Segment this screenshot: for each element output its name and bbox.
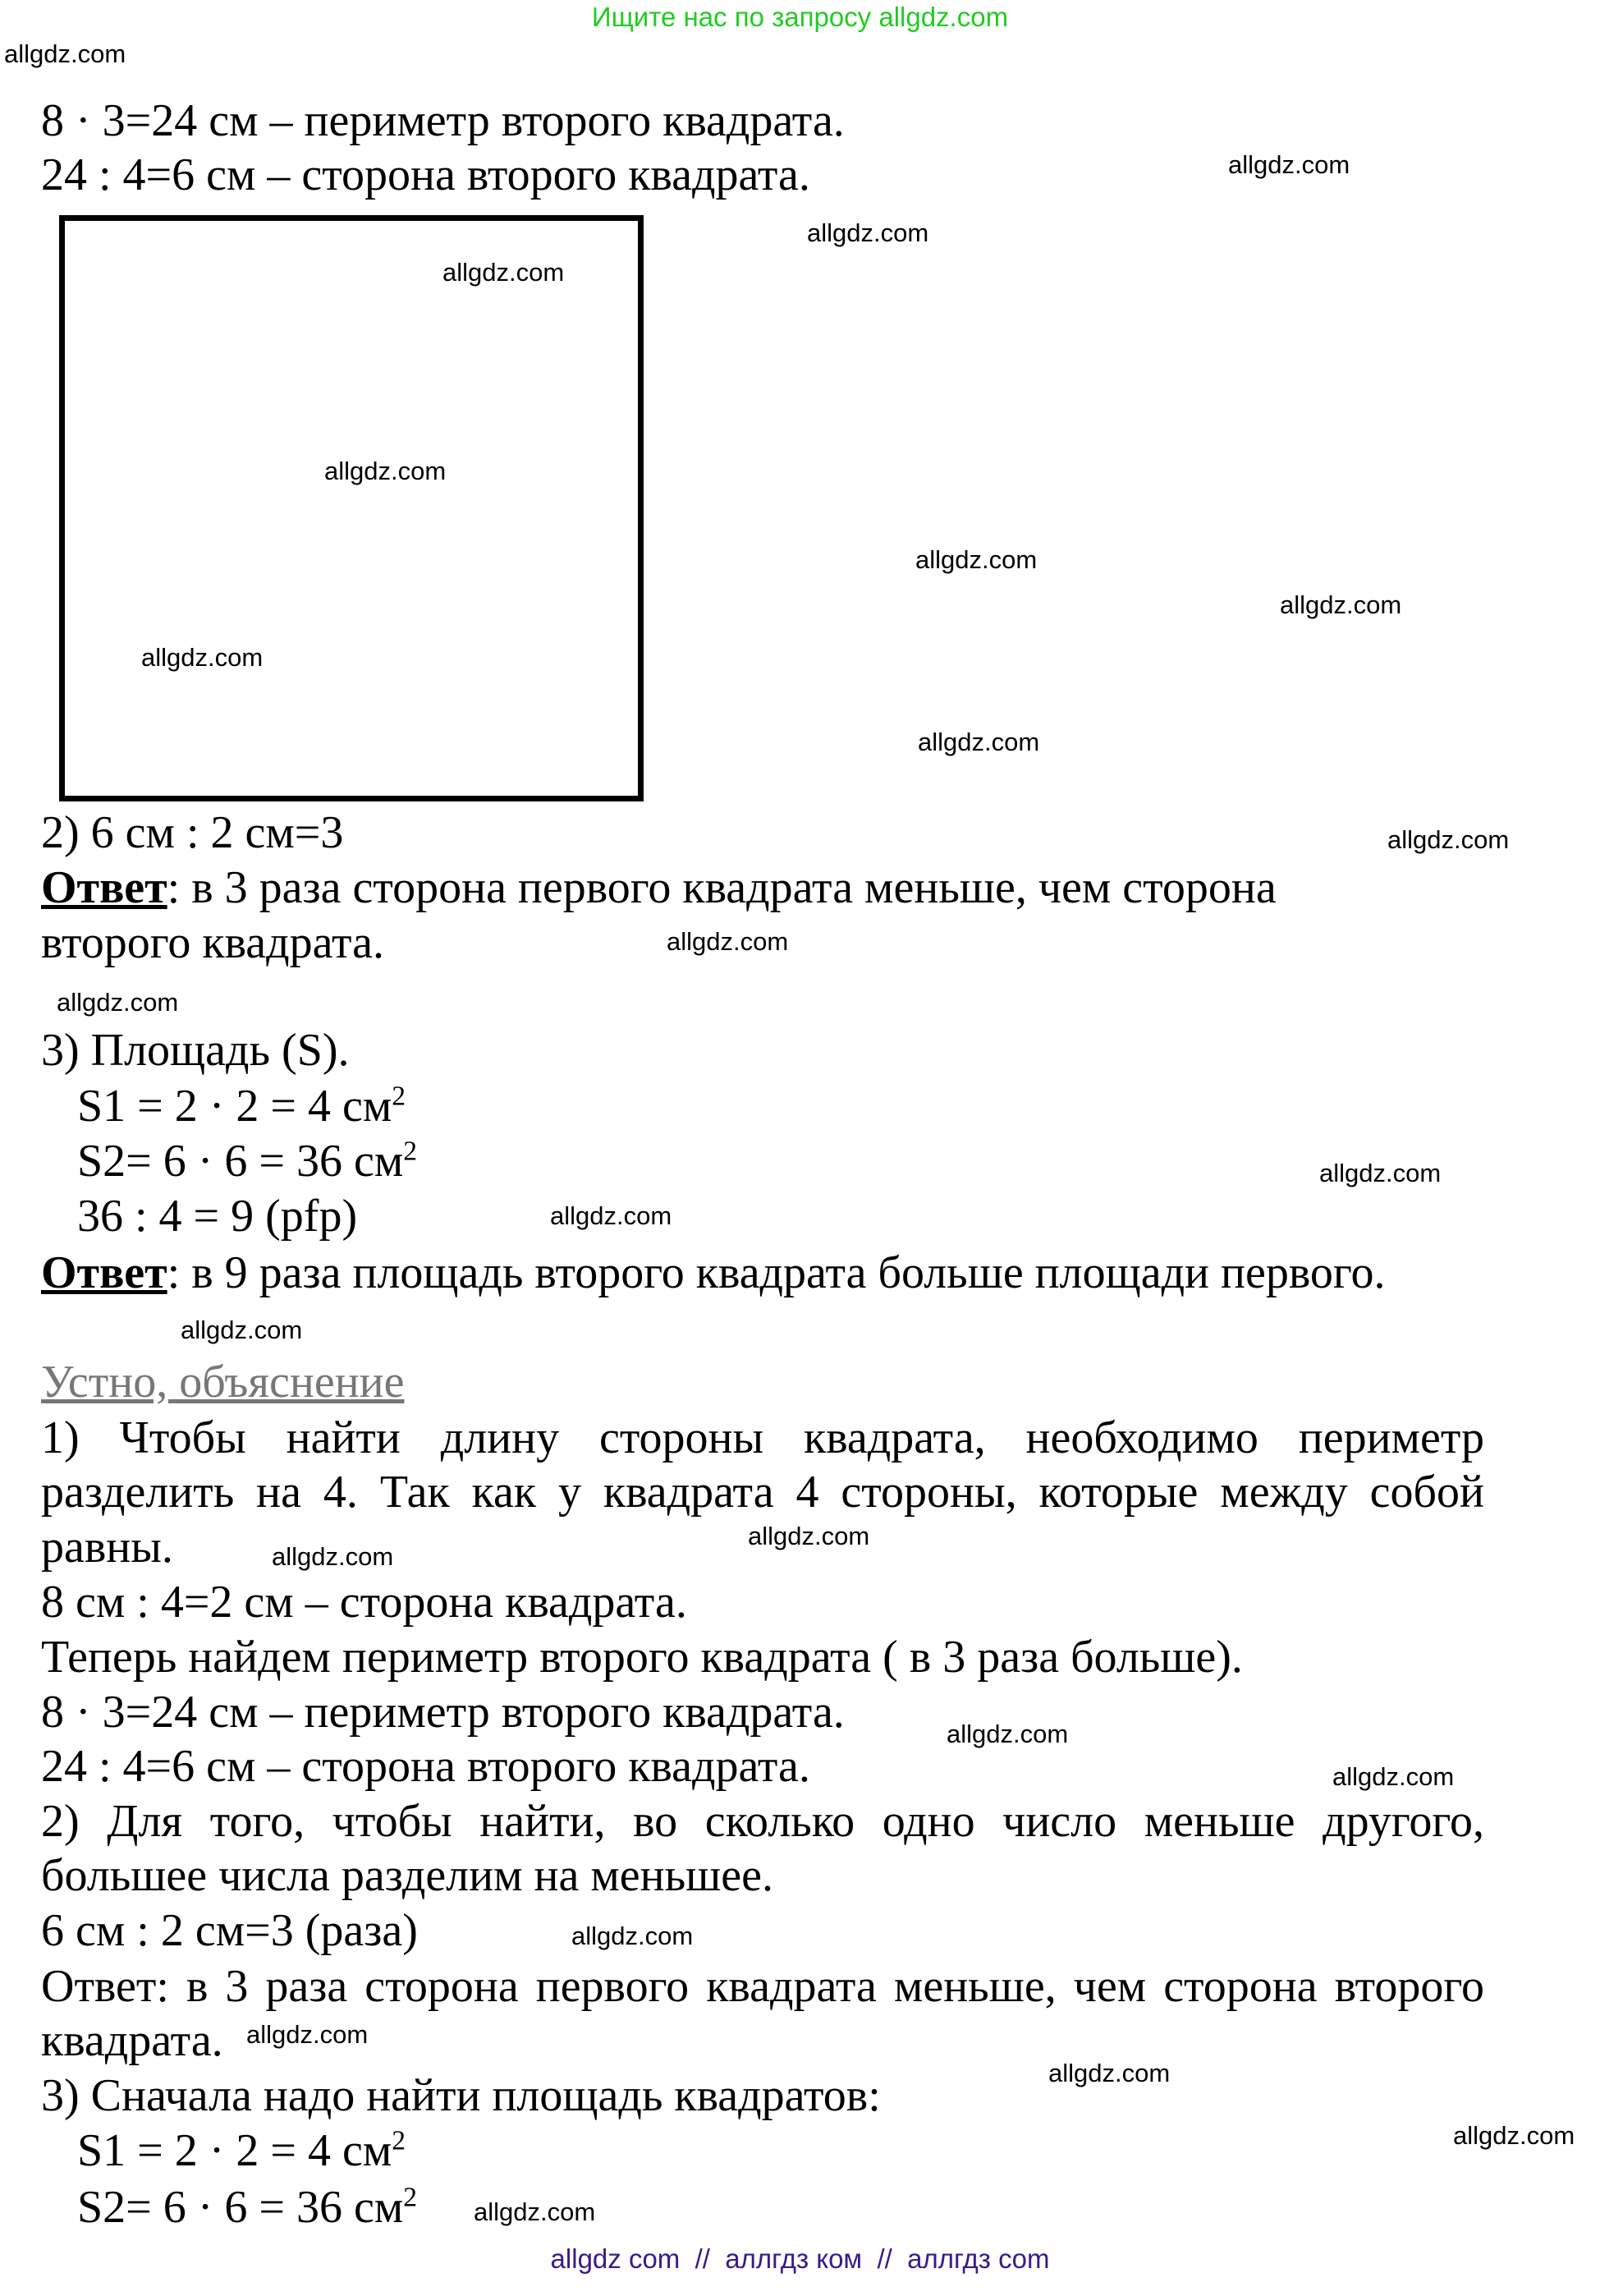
watermark: allgdz.com <box>915 545 1038 574</box>
formula-text: S1 = 2 · 2 = 4 см <box>77 2125 392 2176</box>
watermark: allgdz.com <box>272 1542 394 1571</box>
text-line: 3) Сначала надо найти площадь квадратов: <box>41 2070 881 2121</box>
watermark: allgdz.com <box>1319 1159 1442 1187</box>
watermark: allgdz.com <box>474 2197 596 2226</box>
text-line: 8 см : 4=2 см – сторона квадрата. <box>41 1577 687 1628</box>
watermark: allgdz.com <box>918 728 1040 756</box>
superscript: 2 <box>392 1081 406 1112</box>
superscript: 2 <box>392 2125 406 2156</box>
text-line: 6 см : 2 см=3 (раза) <box>41 1905 418 1956</box>
footer-banner: allgdz com // аллгдз ком // аллгдз com <box>550 2243 1050 2274</box>
paragraph: 2) Для того, чтобы найти, во сколько одно число меньше другого, <box>41 1796 1484 1847</box>
answer-text: : в 9 раза площадь второго квадрата больше площади первого. <box>167 1247 1386 1298</box>
watermark: allgdz.com <box>1280 590 1402 619</box>
superscript: 2 <box>403 2182 418 2213</box>
formula-text: S2= 6 · 6 = 36 см <box>77 1136 404 1187</box>
formula-text: S2= 6 · 6 = 36 см <box>77 2182 404 2233</box>
watermark: allgdz.com <box>807 218 929 247</box>
text-line: 36 : 4 = 9 (pfp) <box>77 1191 358 1242</box>
text-line: Теперь найдем периметр второго квадрата ( в 3 раза больше). <box>41 1632 1243 1683</box>
text-line: 24 : 4=6 см – сторона второго квадрата. <box>41 149 810 200</box>
watermark: allgdz.com <box>181 1316 303 1344</box>
square-drawing <box>59 215 644 801</box>
watermark: allgdz.com <box>324 457 447 485</box>
answer-text: : в 3 раза сторона первого квадрата меньше, чем сторона <box>167 862 1277 913</box>
text-line: 8 · 3=24 см – периметр второго квадрата. <box>41 95 845 146</box>
watermark: allgdz.com <box>57 988 179 1017</box>
text-line: 2) 6 см : 2 см=3 <box>41 807 344 858</box>
text-line: 8 · 3=24 см – периметр второго квадрата. <box>41 1687 845 1738</box>
watermark: allgdz.com <box>1048 2059 1171 2087</box>
watermark: allgdz.com <box>1332 1762 1455 1791</box>
watermark: allgdz.com <box>947 1720 1069 1748</box>
text-line: равны. <box>41 1522 173 1573</box>
formula-s1 <box>77 2124 406 2178</box>
watermark: allgdz.com <box>1453 2121 1575 2150</box>
watermark: allgdz.com <box>748 1522 870 1550</box>
formula-s1 <box>77 1079 406 1133</box>
watermark: allgdz.com <box>571 1922 694 1950</box>
answer-line <box>41 861 1277 915</box>
watermark: allgdz.com <box>1228 150 1350 179</box>
text-line: 3) Площадь (S). <box>41 1025 350 1076</box>
watermark: allgdz.com <box>1387 825 1510 854</box>
watermark: allgdz.com <box>4 39 126 68</box>
watermark: allgdz.com <box>550 1201 672 1230</box>
answer-line <box>41 1246 1385 1300</box>
superscript: 2 <box>403 1136 418 1167</box>
watermark: allgdz.com <box>246 2020 369 2049</box>
watermark: allgdz.com <box>442 258 565 287</box>
formula-s2 <box>77 2180 417 2234</box>
formula-text: S1 = 2 · 2 = 4 см <box>77 1081 392 1132</box>
text-line: квадрата. <box>41 2015 223 2066</box>
text-line: большее числа разделим на меньшее. <box>41 1850 773 1901</box>
text-line: 24 : 4=6 см – сторона второго квадрата. <box>41 1741 810 1792</box>
watermark: allgdz.com <box>667 927 789 956</box>
text-line: второго квадрата. <box>41 917 385 968</box>
answer-label: Ответ <box>41 1247 167 1298</box>
text-line: Ответ: в 3 раза сторона первого квадрата меньше, чем сторона второго <box>41 1961 1484 2012</box>
oral-heading: Устно, объяснение <box>41 1357 405 1407</box>
watermark: allgdz.com <box>141 643 264 672</box>
answer-label: Ответ <box>41 862 167 913</box>
header-banner: Ищите нас по запросу allgdz.com <box>591 2 1009 32</box>
paragraph: 1) Чтобы найти длину стороны квадрата, необходимо периметр разделить на 4. Так как у квадрата 4 стороны, которые между собой <box>41 1412 1484 1518</box>
formula-s2 <box>77 1134 417 1188</box>
